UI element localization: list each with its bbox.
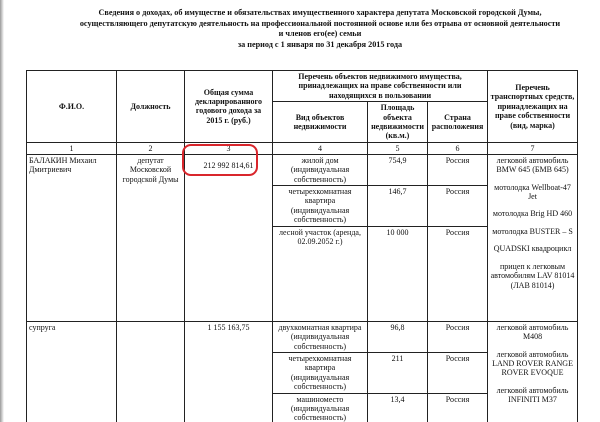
- cell-realty-country: Россия: [428, 226, 488, 321]
- declaration-table: [26, 70, 578, 422]
- header-transport: Перечень транспортных средств, принадлежащих на праве собственности (вид, марка): [488, 71, 578, 143]
- cell-realty-type: двухкомнатная квартира (индивидуальная собственность): [273, 321, 368, 352]
- column-number: 6: [428, 142, 488, 154]
- column-number: 3: [185, 142, 273, 154]
- heading-line-2: осуществляющего депутатскую деятельность на профессиональной постоянной основе или без отрыва от основной деятельности: [79, 18, 561, 28]
- header-realty-country: Страна расположения: [428, 102, 488, 143]
- transport-item: мотолодка Brig HD 460: [492, 209, 573, 219]
- transport-item: мотолодка Wellboat-47 Jet: [494, 182, 571, 202]
- cell-realty-area: 211: [368, 352, 428, 393]
- cell-realty-area: 96,8: [368, 321, 428, 352]
- heading-line-4: за период с 1 января по 31 декабря 2015 года: [237, 39, 403, 49]
- cell-position: депутат Московской городской Думы: [117, 154, 185, 321]
- cell-realty-type: четырехкомнатная квартира (индивидуальная собственность): [273, 186, 368, 227]
- cell-realty-area: 10 000: [368, 226, 428, 321]
- page-edge-shadow: [0, 0, 4, 422]
- header-income: Общая сумма декларированного годового дохода за 2015 г. (руб.): [185, 71, 273, 143]
- cell-realty-country: Россия: [428, 393, 488, 422]
- cell-fio: супруга: [27, 321, 117, 422]
- header-position: Должность: [117, 71, 185, 143]
- cell-position: [117, 321, 185, 422]
- cell-realty-area: 754,9: [368, 154, 428, 185]
- cell-income: 1 155 163,75: [185, 321, 273, 422]
- cell-realty-type: жилой дом (индивидуальная собственность): [273, 154, 368, 185]
- column-number: 5: [368, 142, 428, 154]
- cell-realty-country: Россия: [428, 186, 488, 227]
- cell-realty-type: четырехкомнатная квартира (индивидуальная собственность): [273, 352, 368, 393]
- cell-realty-country: Россия: [428, 321, 488, 352]
- column-number: 2: [117, 142, 185, 154]
- header-fio: Ф.И.О.: [27, 71, 117, 143]
- heading-line-1: Сведения о доходах, об имуществе и обязательствах имущественного характера депутата Московской городской Думы,: [98, 8, 542, 17]
- column-number: 4: [273, 142, 368, 154]
- cell-realty-type: машиноместо (индивидуальная собственность): [273, 393, 368, 422]
- column-number: 7: [488, 142, 578, 154]
- header-realty-group: Перечень объектов недвижимого имущества, принадлежащих на праве собственности или находящихся в пользовании: [273, 71, 488, 102]
- cell-transport: [488, 154, 578, 321]
- cell-transport: [488, 321, 578, 422]
- cell-realty-country: Россия: [428, 352, 488, 393]
- cell-realty-area: 13,4: [368, 393, 428, 422]
- cell-realty-area: 146,7: [368, 186, 428, 227]
- transport-item: легковой автомобиль М408: [496, 322, 569, 342]
- table-row: [27, 154, 578, 185]
- table-row: [27, 321, 578, 352]
- cell-realty-type: лесной участок (аренда, 02.09.2052 г.): [273, 226, 368, 321]
- cell-income: 212 992 814,61: [185, 154, 273, 321]
- header-realty-area: Площадь объекта недвижимости (кв.м.): [368, 102, 428, 143]
- transport-item: легковой автомобиль LAND ROVER RANGE ROVER EVOQUE: [492, 349, 573, 378]
- header-realty-type: Вид объектов недвижимости: [273, 102, 368, 143]
- transport-item: мотолодка BUSTER – S: [492, 226, 573, 236]
- cell-fio: БАЛАКИН Михаил Дмитриевич: [27, 154, 117, 321]
- document-heading: [70, 8, 570, 50]
- transport-item: прицеп к легковым автомобилям LAV 81014 (ЛАВ 81014): [490, 261, 575, 290]
- transport-item: легковой автомобиль INFINITI M37: [496, 385, 569, 405]
- heading-line-3: и членов его(ее) семьи: [278, 29, 362, 38]
- income-highlight-circle: [182, 144, 258, 176]
- transport-item: QUADSKI квадроцикл: [493, 244, 572, 254]
- cell-realty-country: Россия: [428, 154, 488, 185]
- column-number: 1: [27, 142, 117, 154]
- transport-item: легковой автомобиль BMW 645 (БМВ 645): [496, 155, 569, 175]
